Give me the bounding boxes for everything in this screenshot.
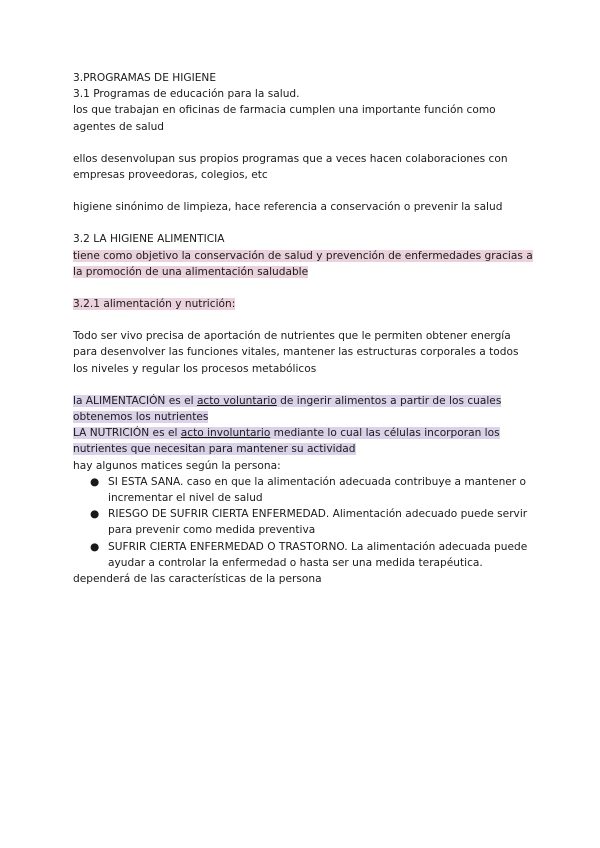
paragraph: los que trabajan en oficinas de farmacia cumplen una importante función como agentes de salud bbox=[73, 104, 496, 133]
subsubsection-heading: 3.2.1 alimentación y nutrición: bbox=[73, 298, 236, 311]
list-item: ● SI ESTA SANA. caso en que la alimentación adecuada contribuye a mantener o incrementar el nivel de salud bbox=[90, 475, 527, 505]
document-body bbox=[73, 70, 533, 587]
subsection-heading: 3.1 Programas de educación para la salud. bbox=[73, 88, 300, 101]
paragraph: dependerá de las características de la persona bbox=[73, 573, 322, 586]
bullet-list bbox=[73, 474, 533, 571]
bullet-icon: ● bbox=[90, 540, 100, 553]
paragraph: hay algunos matices según la persona: bbox=[73, 459, 281, 472]
bullet-icon: ● bbox=[90, 508, 100, 521]
definition-alimentacion: la ALIMENTACIÓN es el acto voluntario de ingerir alimentos a partir de los cuales obtenemos los nutrientes bbox=[73, 394, 502, 424]
highlighted-paragraph: tiene como objetivo la conservación de salud y prevención de enfermedades gracias a la promoción de una alimentación saludable bbox=[73, 249, 533, 278]
paragraph: ellos desenvolupan sus propios programas que a veces hacen colaboraciones con empresas proveedoras, colegios, etc bbox=[73, 152, 508, 182]
paragraph: higiene sinónimo de limpieza, hace referencia a conservación o prevenir la salud bbox=[73, 201, 503, 214]
list-item: ● RIESGO DE SUFRIR CIERTA ENFERMEDAD. Alimentación adecuado puede servir para prevenir como medida preventiva bbox=[90, 508, 528, 537]
subsection-heading: 3.2 LA HIGIENE ALIMENTICIA bbox=[73, 233, 225, 246]
definition-nutricion: LA NUTRICIÓN es el acto involuntario mediante lo cual las células incorporan los nutrientes que necesitan para mantener su actividad bbox=[73, 427, 500, 456]
bullet-icon: ● bbox=[90, 475, 100, 488]
paragraph: Todo ser vivo precisa de aportación de nutrientes que le permiten obtener energía para desenvolver las funciones vitales, mantener las estructuras corporales a todos los niveles y regular los procesos metabólicos bbox=[73, 330, 519, 375]
list-item: ● SUFRIR CIERTA ENFERMEDAD O TRASTORNO. La alimentación adecuada puede ayudar a controlar la enfermedad o hasta ser una medida terapéutica. bbox=[90, 540, 528, 569]
section-heading: 3.PROGRAMAS DE HIGIENE bbox=[73, 72, 217, 84]
